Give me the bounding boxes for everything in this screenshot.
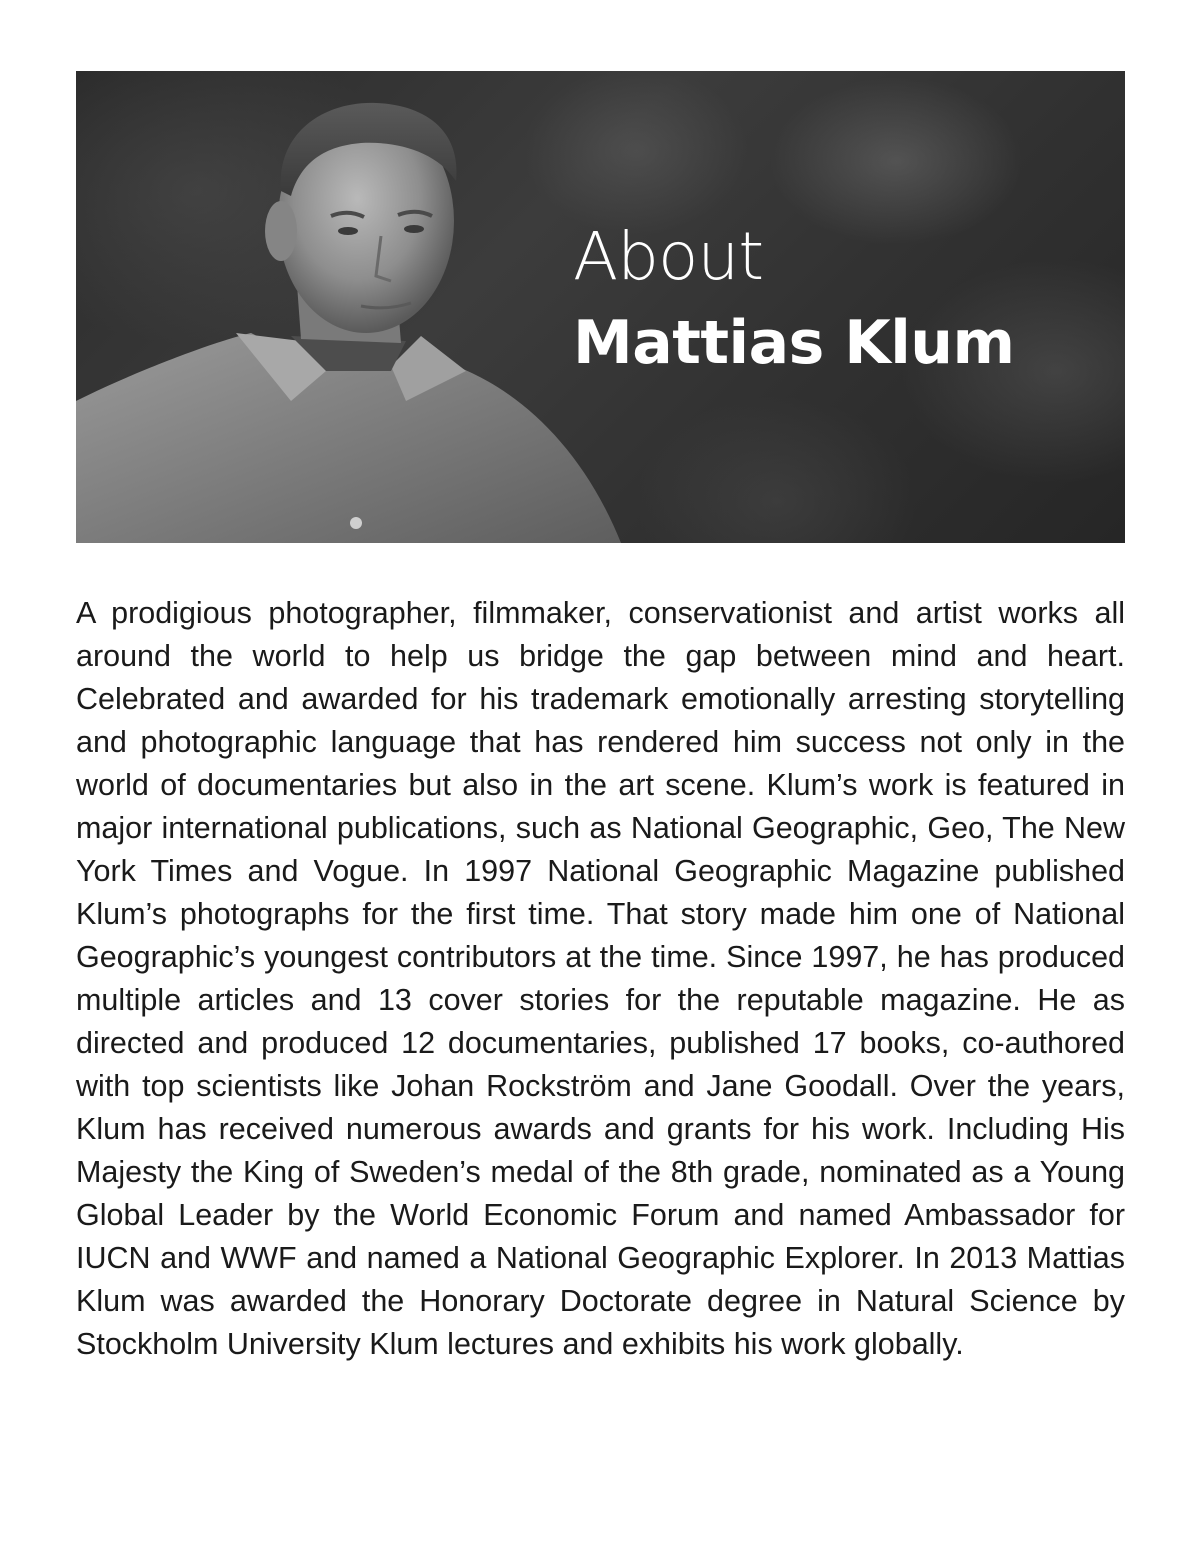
bio-paragraph: A prodigious photographer, filmmaker, conservationist and artist works all around the world to help us bridge the gap between mind and heart. Celebrated and awarded for his trademark emotionally arresting storytelling and photographic language that has rendered him success not only in the world of documentaries but also in the art scene. Klum’s work is featured in major international publications, such as National Geographic, Geo, The New York Times and Vogue. In 1997 National Geographic Magazine published Klum’s photographs for the first time. That story made him one of National Geographic’s youngest contributors at the time. Since 1997, he has produced multiple articles and 13 cover stories for the reputable magazine. He as directed and produced 12 documentaries, published 17 books, co-authored with top scientists like Johan Rockström and Jane Goodall. Over the years, Klum has received numerous awards and grants for his work. Including His Majesty the King of Sweden’s medal of the 8th grade, nominated as a Young Global Leader by the World Economic Forum and named Ambassador for IUCN and WWF and named a National Geographic Explorer. In 2013 Mattias Klum was awarded the Honorary Doctorate degree in Natural Science by Stockholm University Klum lectures and exhibits his work globally. bbox=[76, 596, 1125, 1361]
page-title bbox=[573, 219, 1015, 379]
title-name: Mattias Klum bbox=[573, 308, 1015, 378]
header-banner bbox=[76, 71, 1125, 543]
title-about: About bbox=[573, 218, 764, 295]
